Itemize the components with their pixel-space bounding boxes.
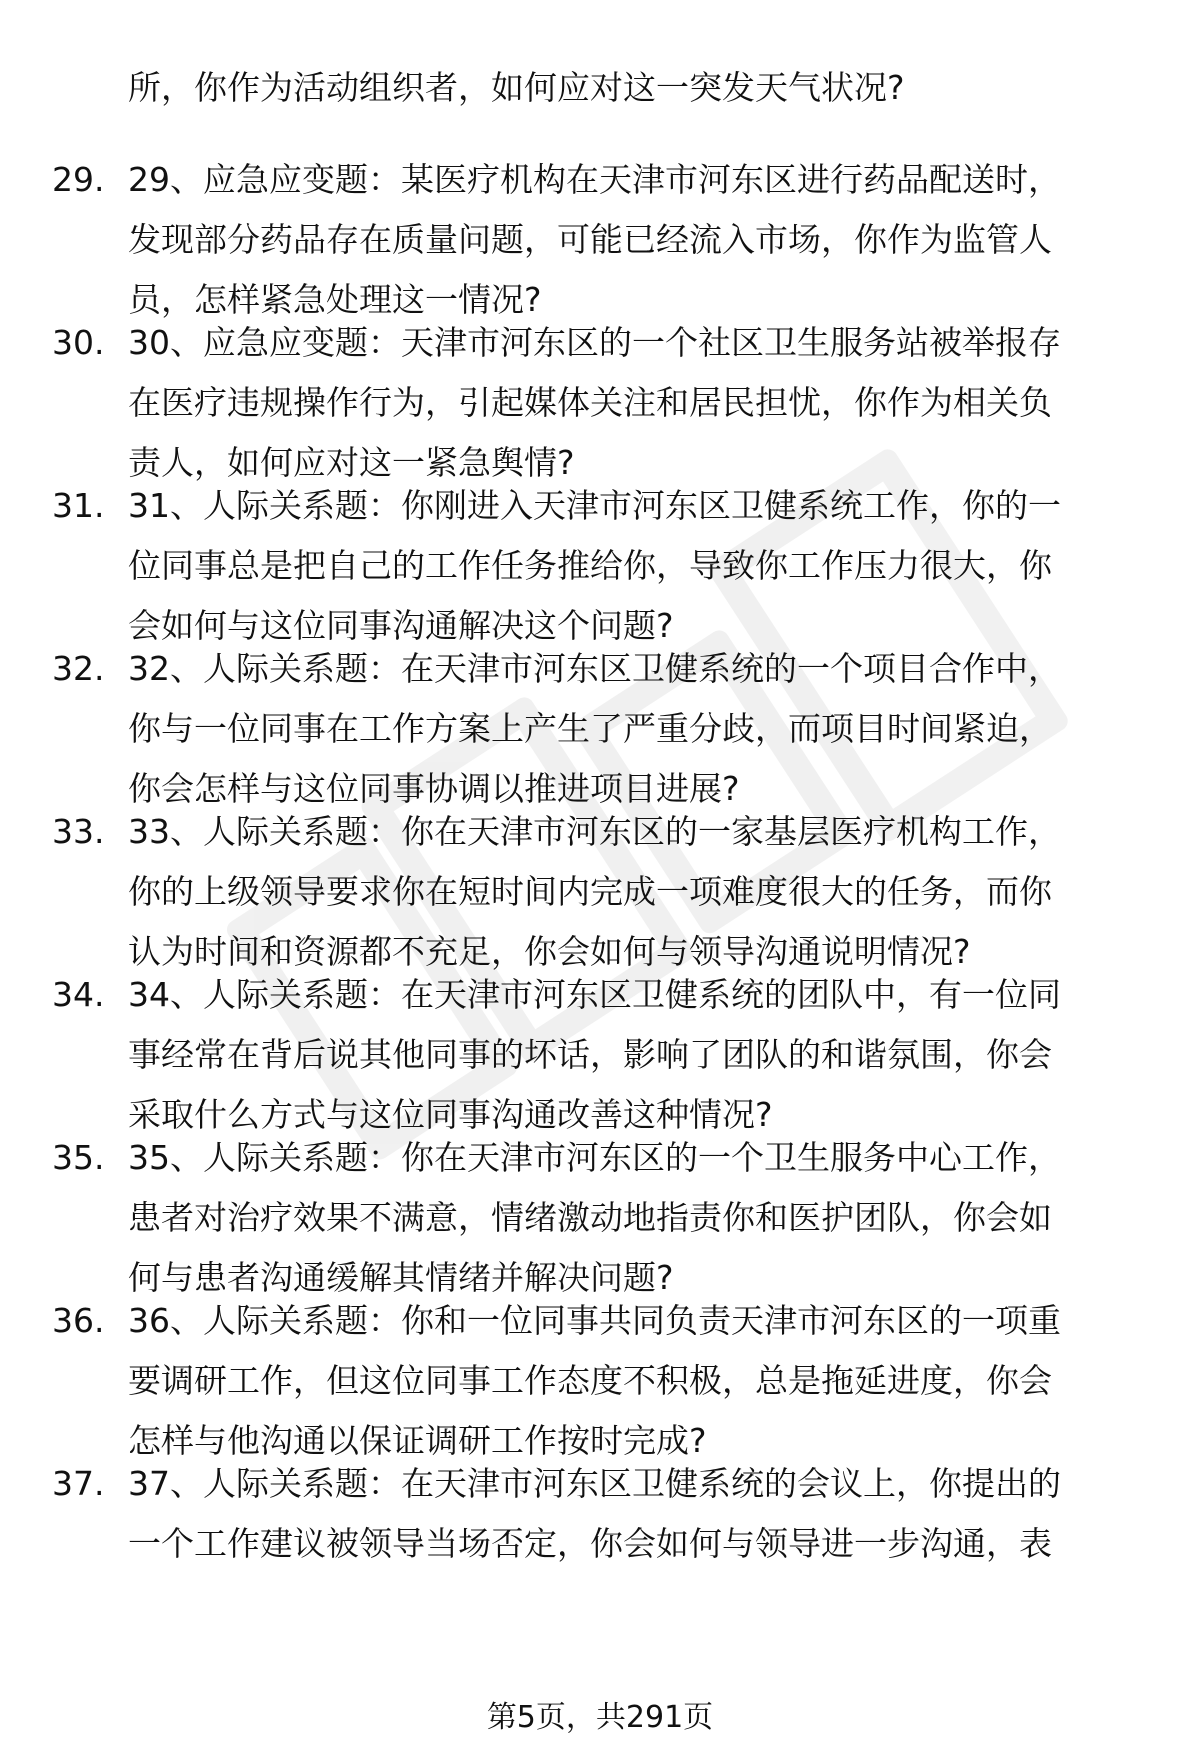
item-line: 要调研工作，但这位同事工作态度不积极，总是拖延进度，你会 — [128, 1361, 1052, 1400]
item-number: 32. — [52, 649, 105, 688]
item-text — [128, 1128, 1146, 1308]
item-line: 事经常在背后说其他同事的坏话，影响了团队的和谐氛围，你会 — [128, 1035, 1052, 1074]
item-text — [128, 965, 1146, 1145]
item-text — [128, 639, 1146, 819]
continuation-line: 所，你作为活动组织者，如何应对这一突发天气状况? — [128, 68, 905, 107]
item-line: 37、人际关系题：在天津市河东区卫健系统的会议上，你提出的 — [128, 1464, 1061, 1503]
item-number: 33. — [52, 812, 105, 851]
item-line: 29、应急应变题：某医疗机构在天津市河东区进行药品配送时， — [128, 160, 1061, 199]
item-number: 31. — [52, 486, 105, 525]
item-number: 34. — [52, 975, 105, 1014]
item-line: 员，怎样紧急处理这一情况? — [128, 280, 542, 319]
item-line: 在医疗违规操作行为，引起媒体关注和居民担忧，你作为相关负 — [128, 383, 1052, 422]
item-line: 采取什么方式与这位同事沟通改善这种情况? — [128, 1095, 773, 1134]
item-line: 一个工作建议被领导当场否定，你会如何与领导进一步沟通，表 — [128, 1524, 1052, 1563]
item-line: 你与一位同事在工作方案上产生了严重分歧，而项目时间紧迫， — [128, 709, 1052, 748]
item-line: 34、人际关系题：在天津市河东区卫健系统的团队中，有一位同 — [128, 975, 1061, 1014]
item-line: 35、人际关系题：你在天津市河东区的一个卫生服务中心工作， — [128, 1138, 1061, 1177]
page-footer: 第5页，共291页 — [486, 1700, 714, 1735]
item-line: 31、人际关系题：你刚进入天津市河东区卫健系统工作，你的一 — [128, 486, 1061, 525]
item-line: 33、人际关系题：你在天津市河东区的一家基层医疗机构工作， — [128, 812, 1061, 851]
item-number: 35. — [52, 1138, 105, 1177]
item-line: 何与患者沟通缓解其情绪并解决问题? — [128, 1258, 674, 1297]
item-line: 会如何与这位同事沟通解决这个问题? — [128, 606, 674, 645]
item-line: 患者对治疗效果不满意，情绪激动地指责你和医护团队，你会如 — [128, 1198, 1052, 1237]
item-text — [128, 1291, 1146, 1471]
item-number: 29. — [52, 160, 105, 199]
item-line: 32、人际关系题：在天津市河东区卫健系统的一个项目合作中， — [128, 649, 1061, 688]
item-text — [128, 802, 1146, 982]
item-number: 36. — [52, 1301, 105, 1340]
item-text — [128, 313, 1146, 493]
item-line: 位同事总是把自己的工作任务推给你，导致你工作压力很大，你 — [128, 546, 1052, 585]
item-line: 责人，如何应对这一紧急舆情? — [128, 443, 575, 482]
item-line: 发现部分药品存在质量问题，可能已经流入市场，你作为监管人 — [128, 220, 1052, 259]
item-line: 36、人际关系题：你和一位同事共同负责天津市河东区的一项重 — [128, 1301, 1061, 1340]
item-line: 你会怎样与这位同事协调以推进项目进展? — [128, 769, 740, 808]
item-text — [128, 150, 1146, 330]
item-text — [128, 476, 1146, 656]
item-line: 认为时间和资源都不充足，你会如何与领导沟通说明情况? — [128, 932, 971, 971]
item-line: 你的上级领导要求你在短时间内完成一项难度很大的任务，而你 — [128, 872, 1052, 911]
item-number: 30. — [52, 323, 105, 362]
item-line: 30、应急应变题：天津市河东区的一个社区卫生服务站被举报存 — [128, 323, 1061, 362]
item-line: 怎样与他沟通以保证调研工作按时完成? — [128, 1421, 707, 1460]
item-text — [128, 1454, 1146, 1574]
item-number: 37. — [52, 1464, 105, 1503]
